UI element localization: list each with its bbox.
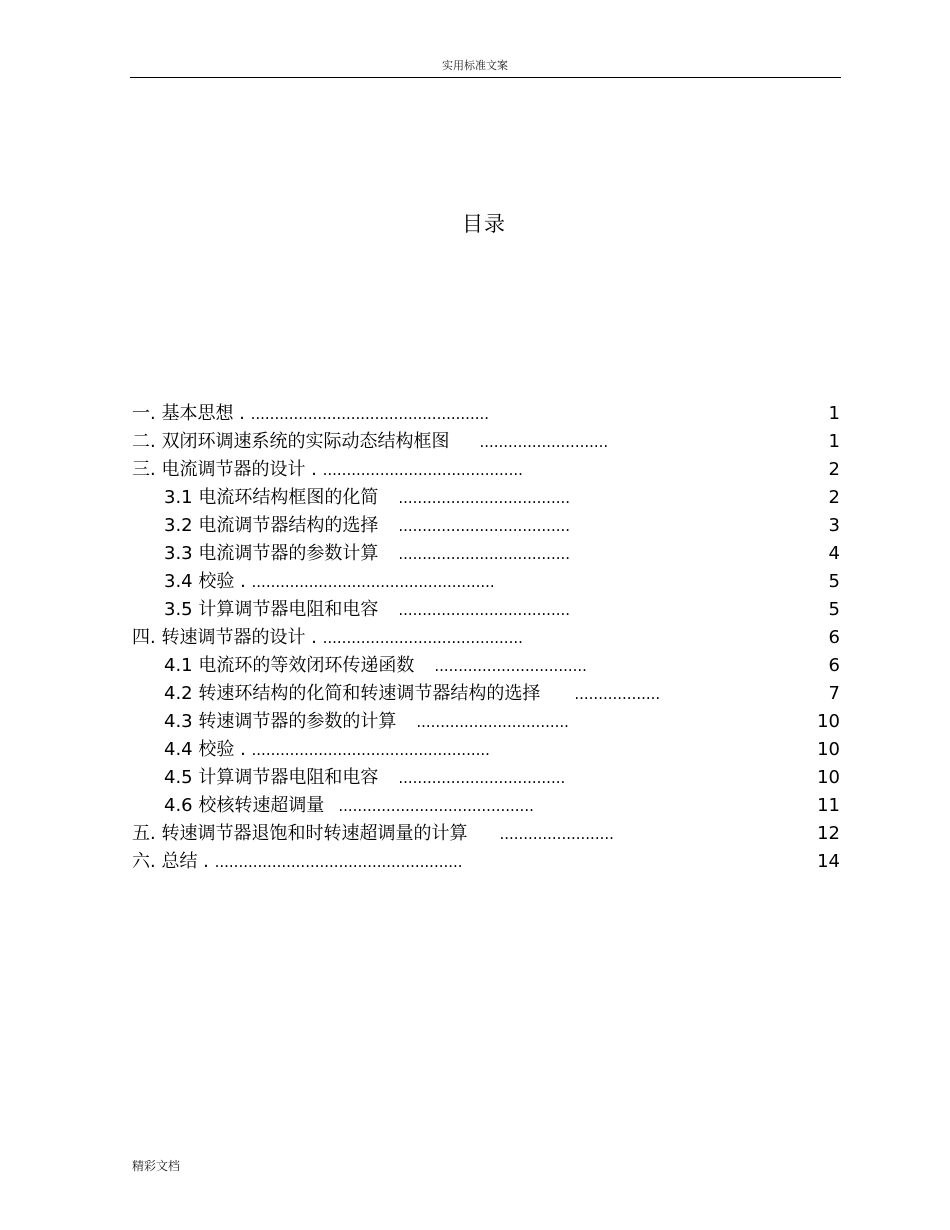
toc-leader-dots: .......................................... — [322, 461, 523, 479]
toc-page-number: 6 — [828, 627, 840, 648]
toc-page-number: 3 — [828, 515, 840, 536]
toc-entry — [132, 624, 523, 652]
toc-entry-label: 3.5 计算调节器电阻和电容 — [164, 599, 379, 620]
toc-entry — [164, 484, 570, 512]
toc-leader-dots: .................................................. — [250, 405, 490, 423]
toc-entry — [132, 820, 614, 848]
toc-leader-dots: ................................... — [398, 769, 566, 787]
toc-page-number: 1 — [828, 431, 840, 452]
toc-page-number: 6 — [828, 655, 840, 676]
toc-entry-label: 五. 转速调节器退饱和时转速超调量的计算 — [132, 823, 468, 844]
toc-leader-dots: ................................ — [434, 657, 587, 675]
toc-page-number: 2 — [828, 487, 840, 508]
toc-leader-dots: ........................ — [499, 825, 614, 843]
toc-entry-label: 3.1 电流环结构框图的化简 — [164, 487, 379, 508]
toc-entry-label: 四. 转速调节器的设计 . — [132, 627, 323, 648]
toc-leader-dots: .................................... — [398, 601, 571, 619]
toc-page-number: 10 — [817, 711, 840, 732]
toc-entry-label: 3.3 电流调节器的参数计算 — [164, 543, 379, 564]
toc-leader-dots: .................. — [574, 685, 661, 703]
toc-entry-label: 六. 总结 . — [132, 851, 215, 872]
toc-leader-dots: ........................... — [479, 433, 609, 451]
toc-leader-dots: .................................... — [398, 545, 571, 563]
toc-entry — [164, 540, 570, 568]
toc-entry-label: 4.6 校核转速超调量 — [164, 795, 325, 816]
toc-leader-dots: .......................................... — [322, 629, 523, 647]
toc-entry-label: 二. 双闭环调速系统的实际动态结构框图 — [132, 431, 450, 452]
toc-leader-dots: .................................................. — [251, 741, 490, 759]
document-title: 目录 — [462, 212, 506, 236]
toc-page-number: 4 — [828, 543, 840, 564]
toc-entry-label: 4.5 计算调节器电阻和电容 — [164, 767, 379, 788]
toc-entry — [164, 652, 587, 680]
toc-entry-label: 4.3 转速调节器的参数的计算 — [164, 711, 397, 732]
toc-entry-label: 一. 基本思想 . — [132, 403, 251, 424]
toc-page-number: 5 — [828, 571, 840, 592]
toc-entry — [164, 764, 565, 792]
toc-page-number: 10 — [817, 767, 840, 788]
toc-leader-dots: .................................... — [398, 489, 571, 507]
toc-page-number: 11 — [817, 795, 840, 816]
toc-entry — [164, 736, 490, 764]
toc-entry-label: 4.2 转速环结构的化简和转速调节器结构的选择 — [164, 683, 541, 704]
toc-leader-dots: .................................................... — [214, 853, 463, 871]
toc-leader-dots: .................................... — [398, 517, 571, 535]
page-header: 实用标准文案 — [442, 59, 508, 72]
toc-page-number: 12 — [817, 823, 840, 844]
toc-entry — [132, 428, 608, 456]
toc-page-number: 14 — [817, 851, 840, 872]
toc-leader-dots: ................................ — [416, 713, 569, 731]
toc-entry — [164, 680, 660, 708]
toc-entry — [164, 708, 569, 736]
toc-page-number: 7 — [828, 683, 840, 704]
toc-entry — [164, 512, 570, 540]
toc-page-number: 5 — [828, 599, 840, 620]
toc-leader-dots: ......................................... — [338, 797, 534, 815]
header-rule — [130, 77, 841, 78]
toc-page-number: 2 — [828, 459, 840, 480]
toc-entry — [164, 568, 495, 596]
toc-page-number: 10 — [817, 739, 840, 760]
toc-entry-label: 3.2 电流调节器结构的选择 — [164, 515, 379, 536]
toc-entry — [164, 596, 570, 624]
toc-entry — [132, 848, 463, 876]
toc-entry-label: 4.1 电流环的等效闭环传递函数 — [164, 655, 415, 676]
toc-entry-label: 三. 电流调节器的设计 . — [132, 459, 323, 480]
toc-entry-label: 3.4 校验 . — [164, 571, 252, 592]
toc-entry — [164, 792, 534, 820]
toc-page-number: 1 — [828, 403, 840, 424]
page-footer: 精彩文档 — [132, 1159, 181, 1173]
toc-entry — [132, 456, 523, 484]
toc-entry-label: 4.4 校验 . — [164, 739, 252, 760]
toc-leader-dots: ................................................... — [251, 573, 495, 591]
toc-entry — [132, 400, 489, 428]
